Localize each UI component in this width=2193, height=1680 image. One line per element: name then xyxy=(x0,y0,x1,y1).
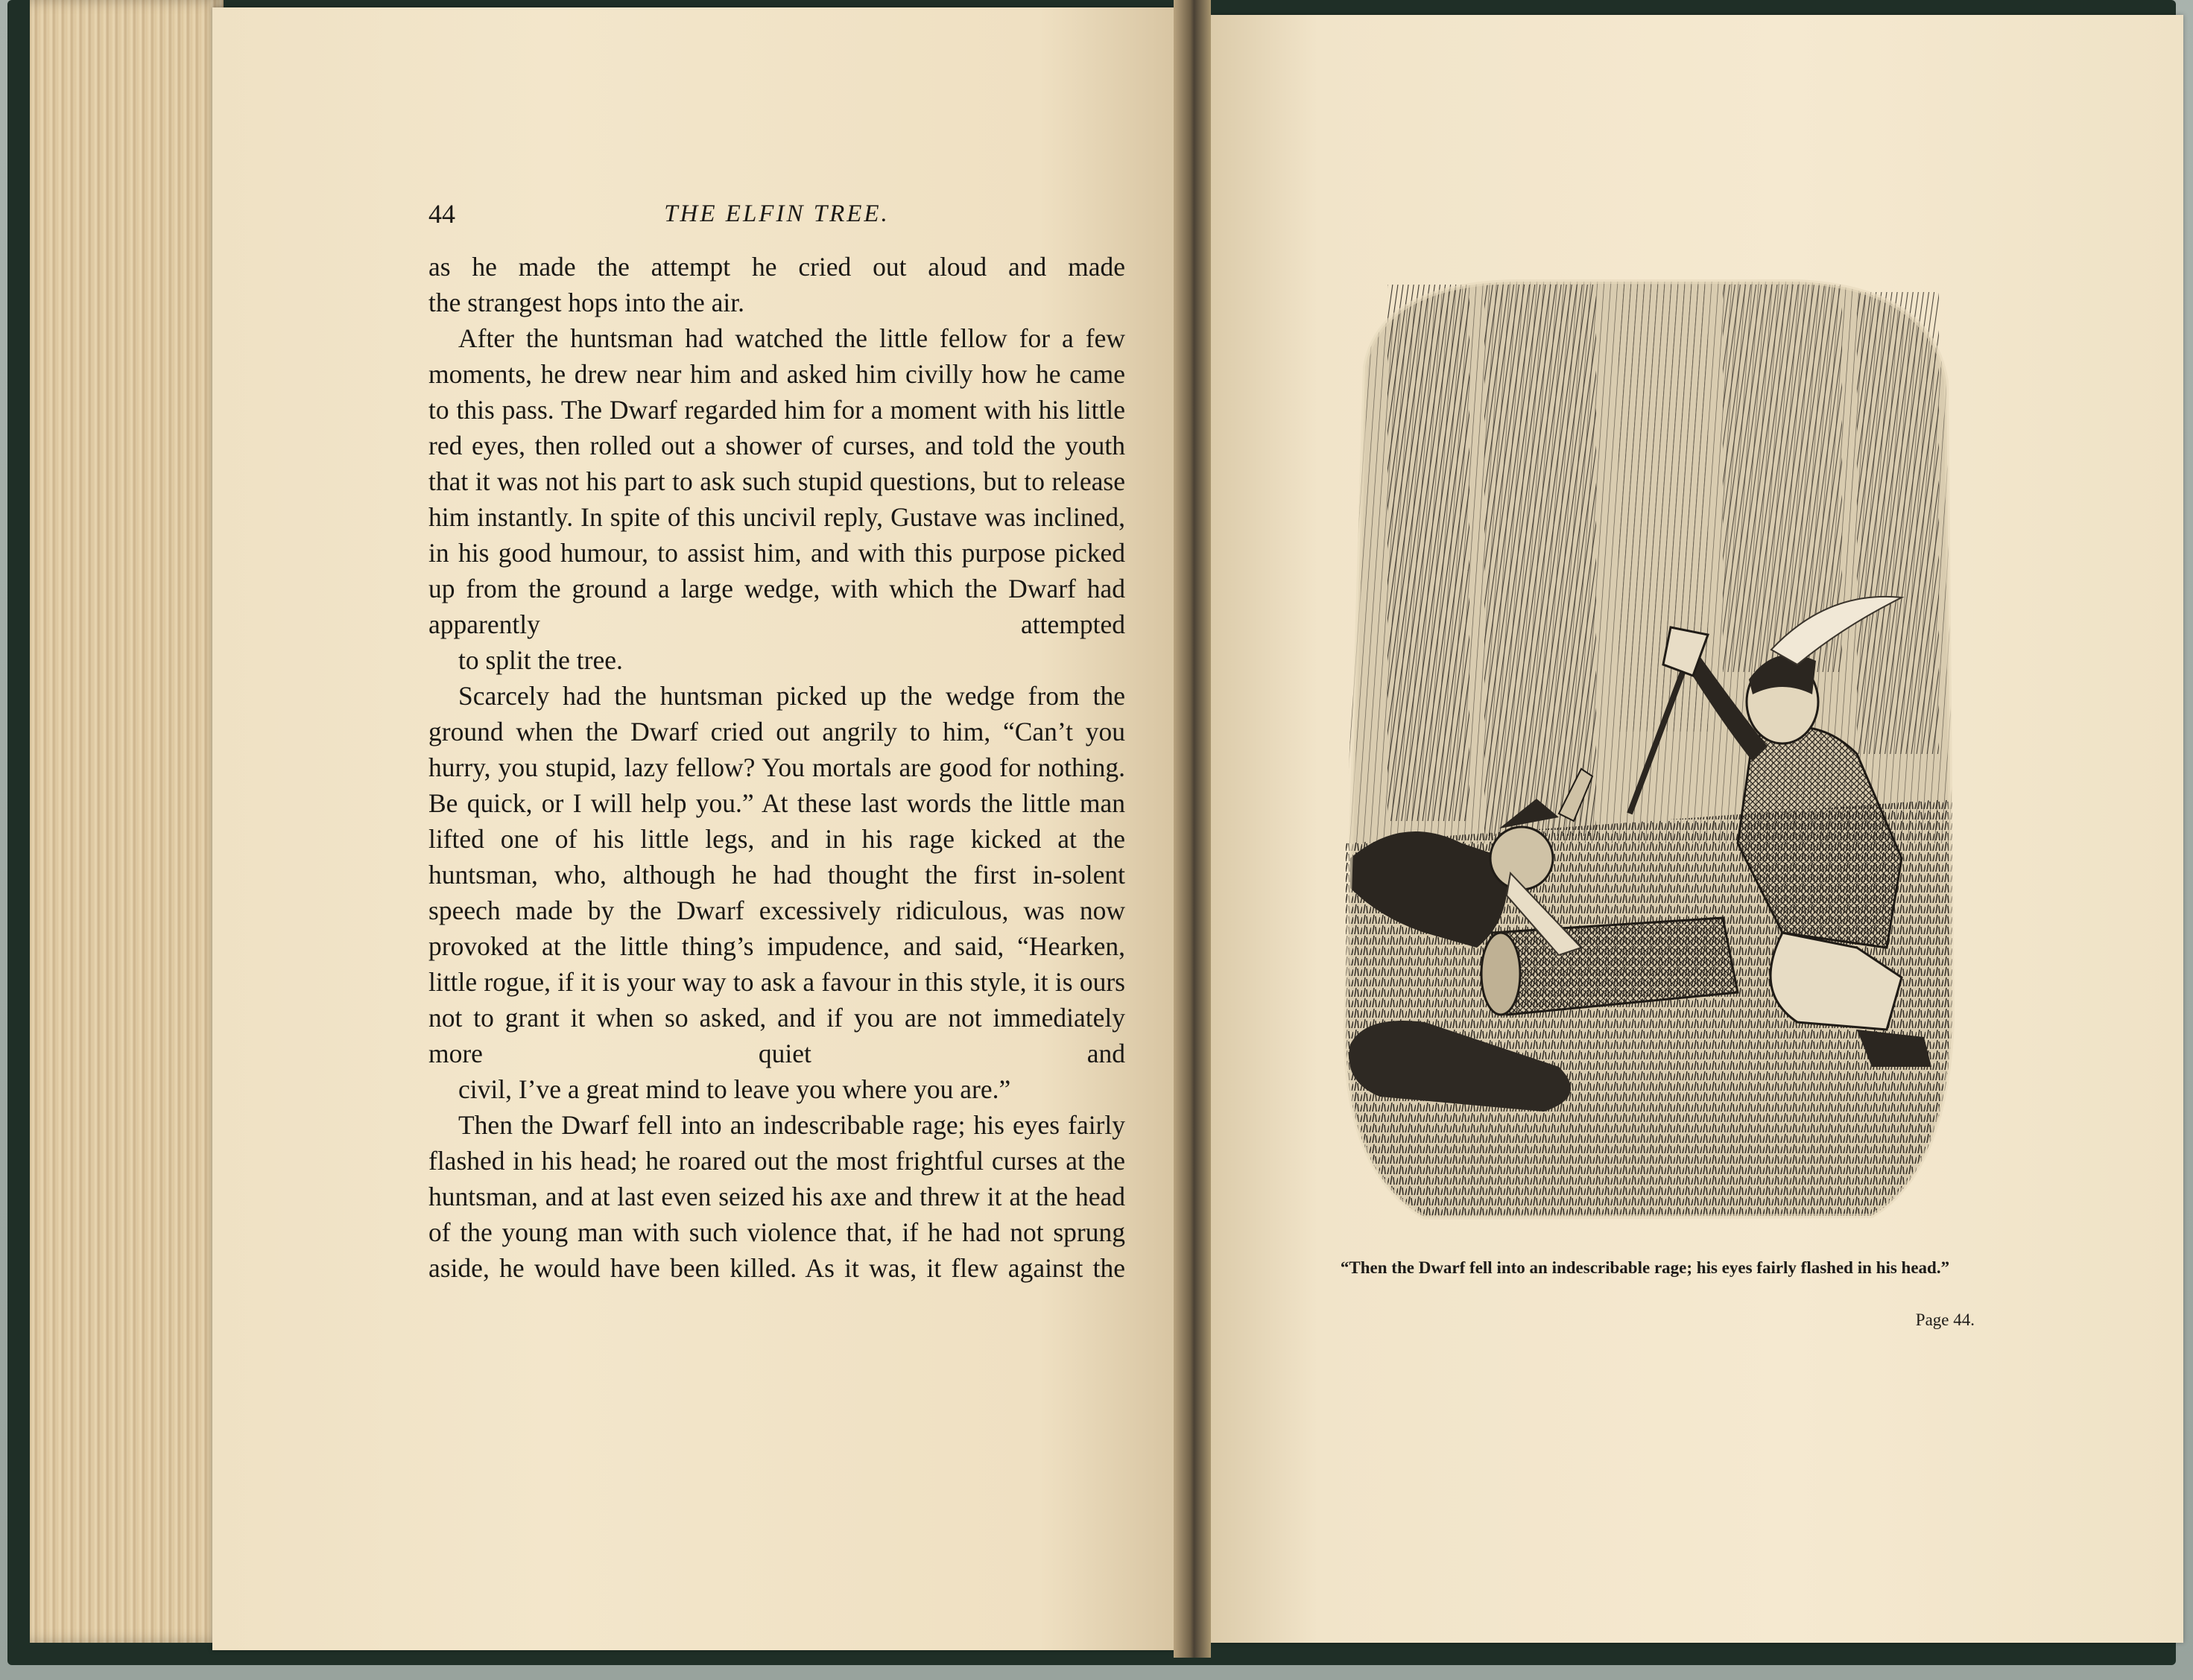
engraving-illustration xyxy=(1335,277,1958,1240)
page-number: 44 xyxy=(428,199,455,229)
paragraph-last-line: civil, I’ve a great mind to leave you where you are.” xyxy=(458,1074,1011,1104)
book-gutter xyxy=(1174,0,1211,1658)
paragraph-body: Then the Dwarf fell into an indescribable rage; his eyes fairly flashed in his head; he roared out the most frightful curses at the huntsman, and at last even seized his axe and threw it at the head of the young man with such violence that, if he had not sprung aside, he would have been killed. As it was, it flew against the xyxy=(428,1110,1125,1283)
running-head xyxy=(428,195,1125,232)
paragraph xyxy=(428,249,1125,320)
paragraph-body: Scarcely had the huntsman picked up the wedge from the ground when the Dwarf cried out angrily to him, “Can’t you hurry, you stupid, lazy fellow? You mortals are good for nothing. Be quick, or I will help you.” At these last words the little man lifted one of his little legs, and in his rage kicked at the huntsman, who, although he had thought the first in-solent speech made by the Dwarf excessively ridiculous, was now provoked at the little thing’s impudence, and said, “Hearken, little rogue, if it is your way to ask a favour in this style, it is ours not to grant it when so asked, and if you are not immediately more quiet and xyxy=(428,681,1125,1068)
illustration-caption: “Then the Dwarf fell into an indescribable rage; his eyes fairly flashed in his head.” xyxy=(1340,1258,1950,1277)
paragraph-last-line: to split the tree. xyxy=(458,645,623,675)
running-title: THE ELFIN TREE. xyxy=(664,200,890,227)
paragraph-last-line: the strangest hops into the air. xyxy=(428,288,744,317)
paragraph-body: as he made the attempt he cried out aloud and made xyxy=(428,252,1125,282)
body-text xyxy=(428,249,1125,1286)
paragraph-body: After the huntsman had watched the little fellow for a few moments, he drew near him and asked him civilly how he came to this pass. The Dwarf regarded him for a moment with his little red eyes, then rolled out a shower of curses, and told the youth that it was not his part to ask such stupid questions, but to release him instantly. In spite of this uncivil reply, Gustave was inclined, in his good humour, to assist him, and with this purpose picked up from the ground a large wedge, with which the Dwarf had apparently attempted xyxy=(428,323,1125,639)
paragraph xyxy=(428,678,1125,1107)
paragraph xyxy=(428,1107,1125,1286)
plate-page-reference: Page 44. xyxy=(1915,1310,1975,1329)
paragraph xyxy=(428,320,1125,678)
illustration-plate xyxy=(1335,277,1958,1240)
page-edges xyxy=(30,0,224,1643)
